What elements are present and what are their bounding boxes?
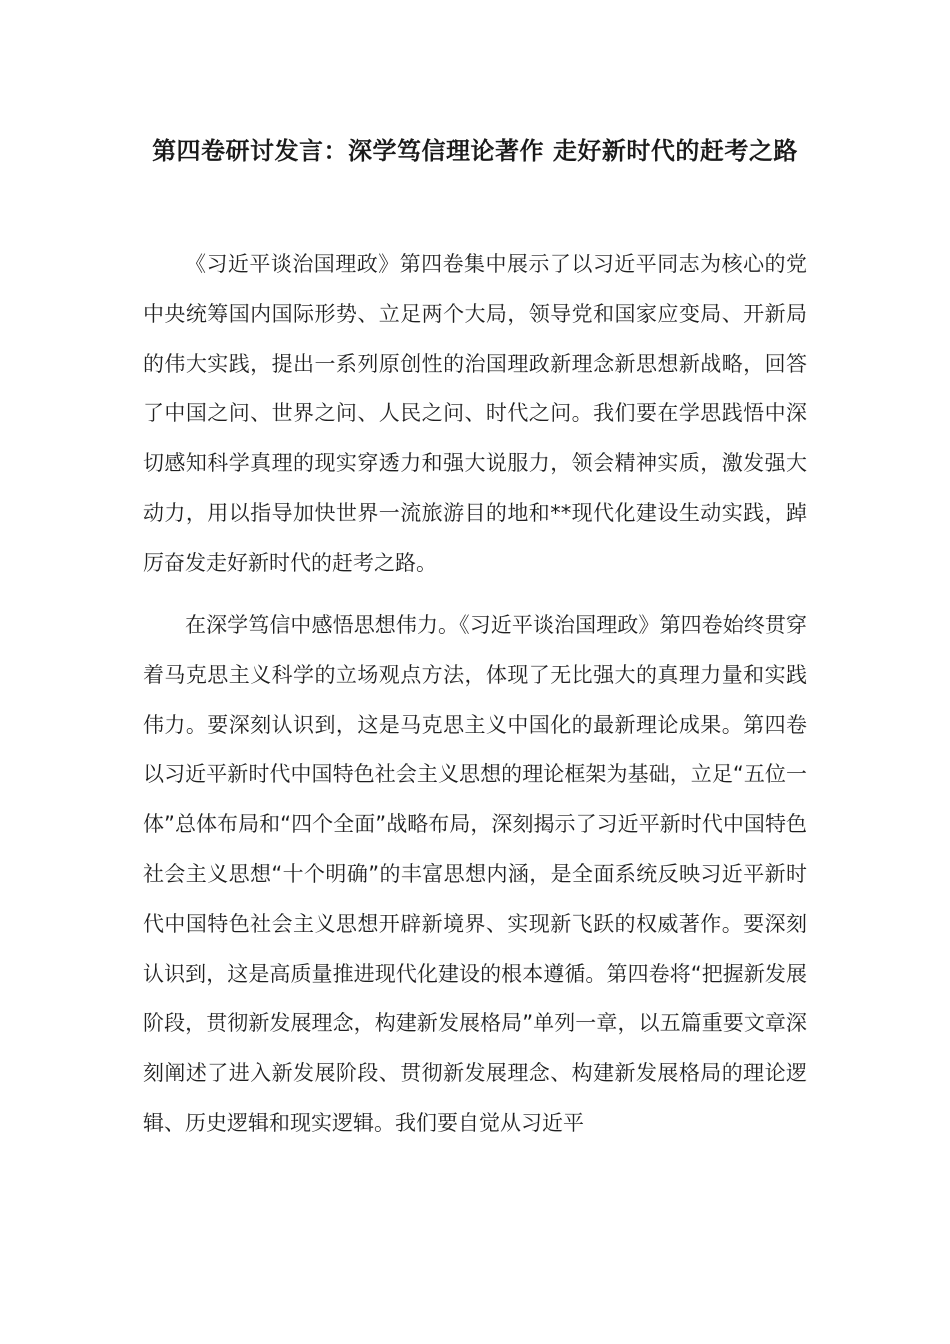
- paragraph-intro: 《习近平谈治国理政》第四卷集中展示了以习近平同志为核心的党中央统筹国内国际形势、立足两个大局，领导党和国家应变局、开新局的伟大实践，提出一系列原创性的治国理政新理念新思想新战略，回答了中国之问、世界之问、人民之问、时代之问。我们要在学思践悟中深切感知科学真理的现实穿透力和强大说服力，领会精神实质，激发强大动力，用以指导加快世界一流旅游目的地和**现代化建设生动实践，踔厉奋发走好新时代的赶考之路。: [143, 252, 807, 575]
- paragraph-body: 在深学笃信中感悟思想伟力。《习近平谈治国理政》第四卷始终贯穿着马克思主义科学的立场观点方法，体现了无比强大的真理力量和实践伟力。要深刻认识到，这是马克思主义中国化的最新理论成果。第四卷以习近平新时代中国特色社会主义思想的理论框架为基础，立足“五位一体”总体布局和“四个全面”战略布局，深刻揭示了习近平新时代中国特色社会主义思想“十个明确”的丰富思想内涵，是全面系统反映习近平新时代中国特色社会主义思想开辟新境界、实现新飞跃的权威著作。要深刻认识到，这是高质量推进现代化建设的根本遵循。第四卷将“把握新发展阶段，贯彻新发展理念，构建新发展格局”单列一章，以五篇重要文章深刻阐述了进入新发展阶段、贯彻新发展理念、构建新发展格局的理论逻辑、历史逻辑和现实逻辑。我们要自觉从习近平: [143, 613, 807, 1135]
- document-title: 第四卷研讨发言：深学笃信理论著作 走好新时代的赶考之路: [152, 137, 798, 165]
